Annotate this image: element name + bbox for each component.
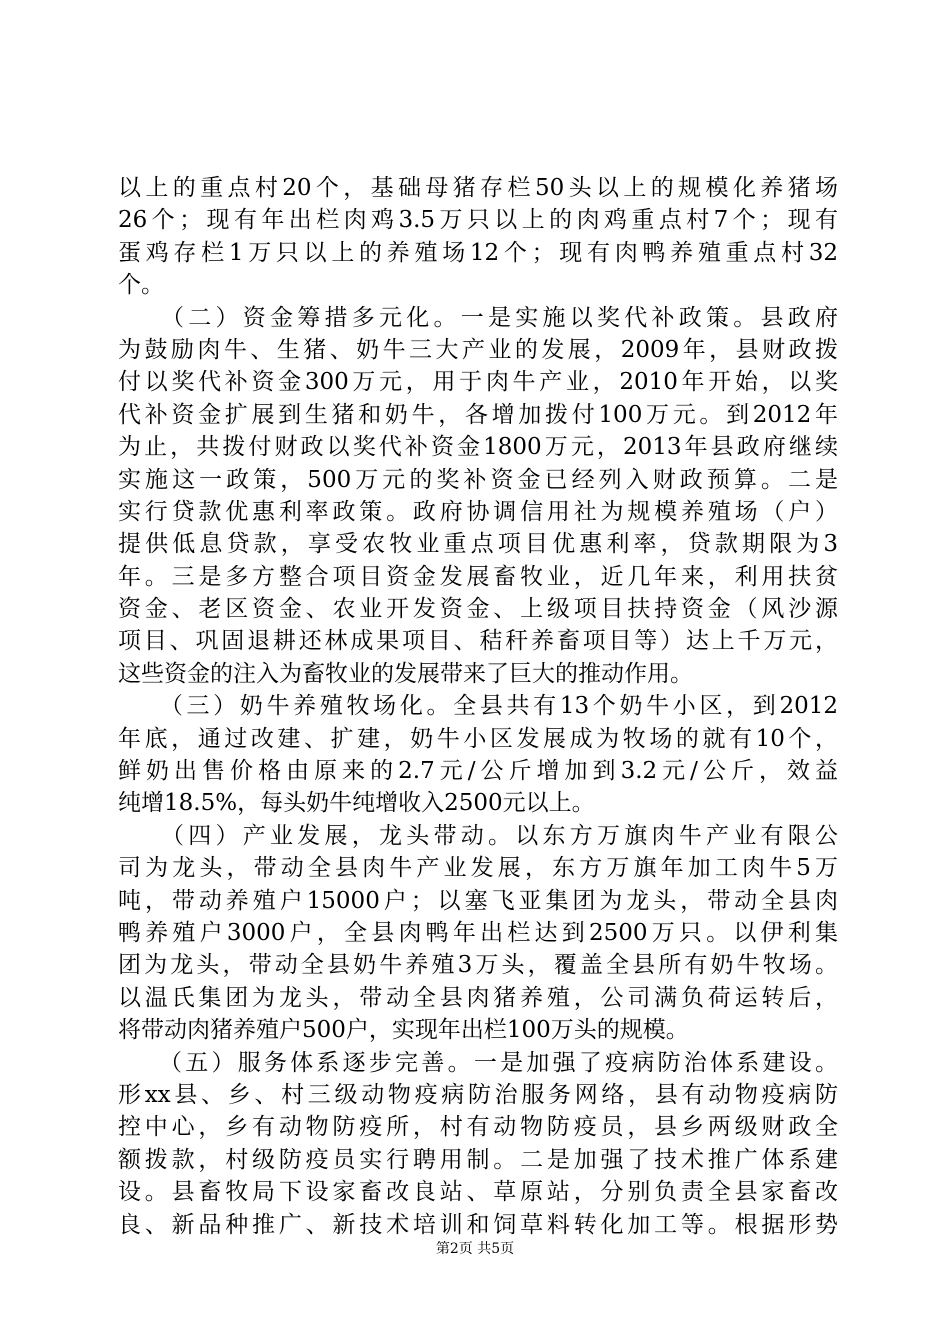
text-line: （五）服务体系逐步完善。一是加强了疫病防治体系建设。 — [118, 1049, 838, 1076]
text-line: 良、新品种推广、新技术培训和饲草料转化加工等。根据形势 — [118, 1211, 838, 1238]
text-line: （二）资金筹措多元化。一是实施以奖代补政策。县政府 — [118, 304, 838, 331]
text-line: （三）奶牛养殖牧场化。全县共有13个奶牛小区，到2012 — [118, 693, 838, 720]
text-line: 资金、老区资金、农业开发资金、上级项目扶持资金（风沙源 — [118, 596, 838, 623]
text-line: 团为龙头，带动全县奶牛养殖3万头，覆盖全县所有奶牛牧场。 — [118, 952, 838, 979]
text-line: 实施这一政策，500万元的奖补资金已经列入财政预算。二是 — [118, 466, 838, 493]
text-line: 额拨款，村级防疫员实行聘用制。二是加强了技术推广体系建 — [118, 1146, 838, 1173]
text-line: 纯增18.5%，每头奶牛纯增收入2500元以上。 — [118, 790, 595, 817]
text-line: 项目、巩固退耕还林成果项目、秸秆养畜项目等）达上千万元， — [118, 628, 838, 655]
text-line: 蛋鸡存栏1万只以上的养殖场12个；现有肉鸭养殖重点村32 — [118, 239, 838, 266]
text-line: （四）产业发展，龙头带动。以东方万旗肉牛产业有限公 — [118, 822, 838, 849]
text-line: 实行贷款优惠利率政策。政府协调信用社为规模养殖场（户） — [118, 498, 838, 525]
text-line: 设。县畜牧局下设家畜改良站、草原站，分别负责全县家畜改 — [118, 1179, 838, 1206]
page-number-label: 第2页 共5页 — [435, 1241, 515, 1257]
text-line: 26个；现有年出栏肉鸡3.5万只以上的肉鸡重点村7个；现有 — [118, 207, 838, 234]
text-line: 为鼓励肉牛、生猪、奶牛三大产业的发展，2009年，县财政拨 — [118, 336, 838, 363]
text-line: 控中心，乡有动物防疫所，村有动物防疫员，县乡两级财政全 — [118, 1114, 838, 1141]
text-line: 以温氏集团为龙头，带动全县肉猪养殖，公司满负荷运转后， — [118, 984, 838, 1011]
text-line: 代补资金扩展到生猪和奶牛，各增加拨付100万元。到2012年 — [118, 401, 838, 428]
text-line: 个。 — [118, 272, 164, 299]
text-line: 为止，共拨付财政以奖代补资金1800万元，2013年县政府继续 — [118, 434, 838, 461]
text-line: 鸭养殖户3000户，全县肉鸭年出栏达到2500万只。以伊利集 — [118, 919, 838, 946]
text-line: 将带动肉猪养殖户500户，实现年出栏100万头的规模。 — [118, 1017, 689, 1044]
text-line: 付以奖代补资金300万元，用于肉牛产业，2010年开始，以奖 — [118, 369, 838, 396]
document-body — [118, 172, 838, 1241]
text-line: 这些资金的注入为畜牧业的发展带来了巨大的推动作用。 — [118, 660, 693, 687]
text-line: 鲜奶出售价格由原来的2.7元/公斤增加到3.2元/公斤，效益 — [118, 758, 838, 785]
text-line: 年。三是多方整合项目资金发展畜牧业，近几年来，利用扶贫 — [118, 563, 838, 590]
text-line: 年底，通过改建、扩建，奶牛小区发展成为牧场的就有10个， — [118, 725, 838, 752]
text-line: 提供低息贷款，享受农牧业重点项目优惠利率，贷款期限为3 — [118, 531, 838, 558]
text-line: 形xx县、乡、村三级动物疫病防治服务网络，县有动物疫病防 — [118, 1081, 838, 1108]
text-line: 以上的重点村20个，基础母猪存栏50头以上的规模化养猪场 — [118, 175, 838, 201]
text-line: 司为龙头，带动全县肉牛产业发展，东方万旗年加工肉牛5万 — [118, 855, 838, 882]
text-line: 吨，带动养殖户15000户；以塞飞亚集团为龙头，带动全县肉 — [118, 887, 838, 914]
page-footer — [0, 1238, 950, 1258]
